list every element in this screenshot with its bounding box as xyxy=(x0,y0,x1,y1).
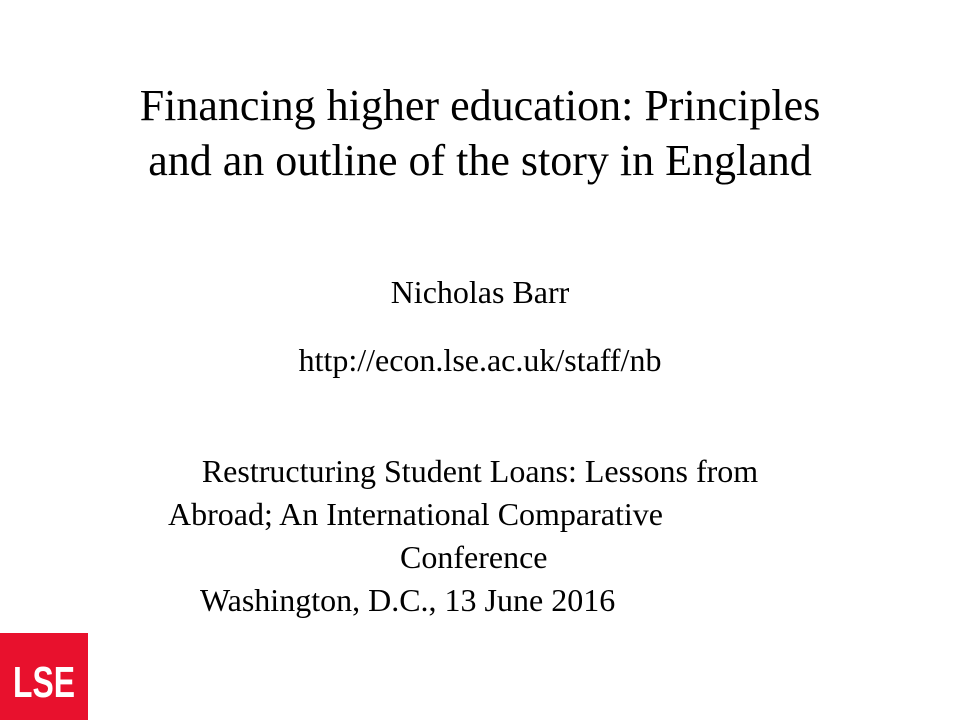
conference-line-2: Abroad; An International Comparative xyxy=(168,496,663,532)
conference-info xyxy=(0,450,960,622)
lse-logo xyxy=(0,633,88,720)
author-url: http://econ.lse.ac.uk/staff/nb xyxy=(298,342,662,378)
slide-title xyxy=(30,78,930,188)
conference-line-1: Restructuring Student Loans: Lessons from xyxy=(201,453,759,489)
title-line-2: and an outline of the story in England xyxy=(148,136,812,185)
title-line-1: Financing higher education: Principles xyxy=(139,81,821,130)
author-name: Nicholas Barr xyxy=(390,274,570,310)
lse-logo-icon xyxy=(0,633,88,720)
conference-line-4: Washington, D.C., 13 June 2016 xyxy=(200,582,616,618)
conference-line-3: Conference xyxy=(400,539,548,575)
lse-logo-text: LSE xyxy=(13,658,75,707)
